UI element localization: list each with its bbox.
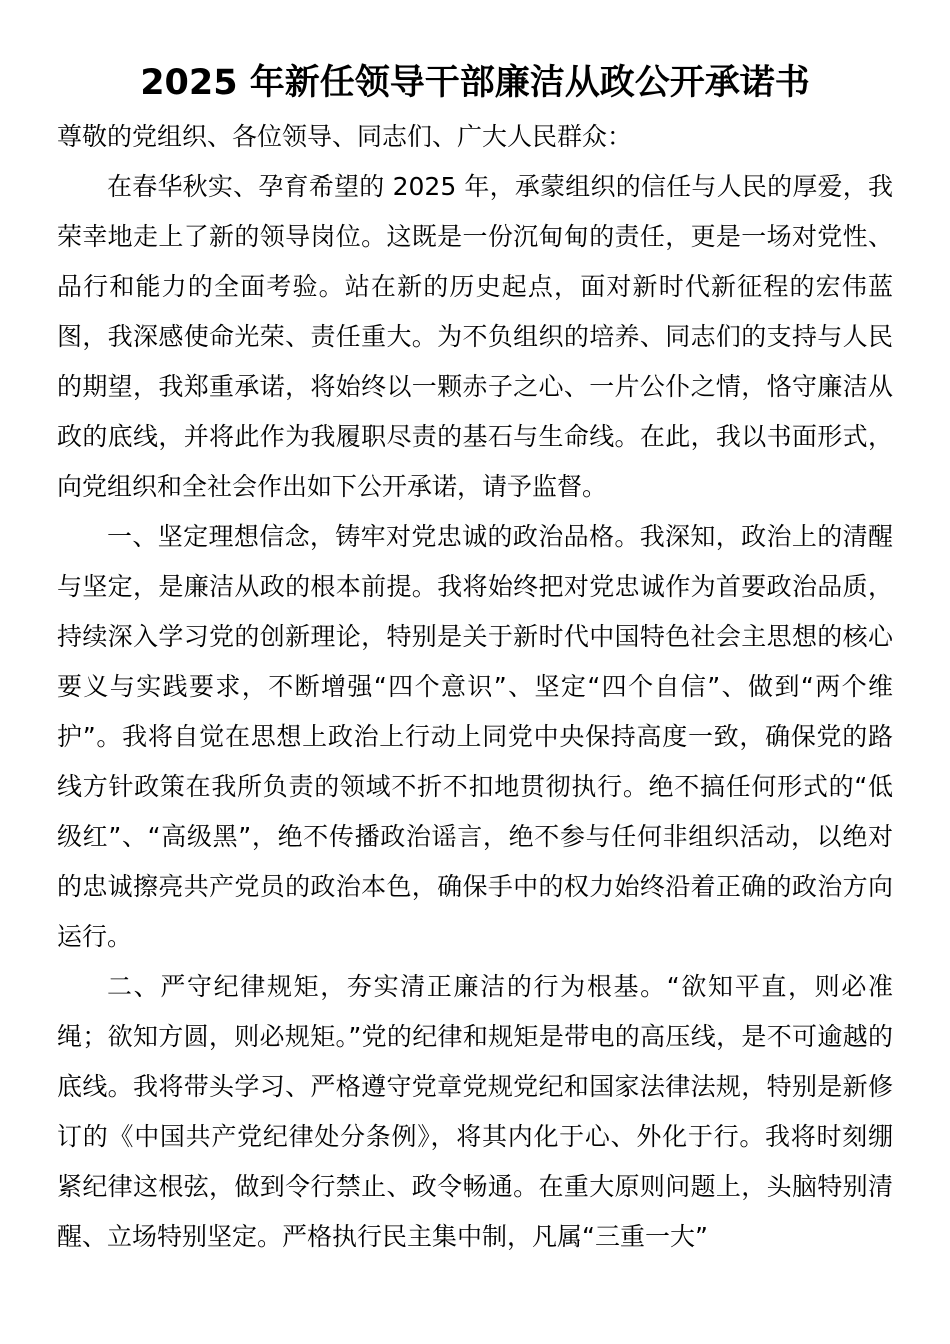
greeting-line: 尊敬的党组织、各位领导、同志们、广大人民群众： xyxy=(57,122,633,151)
paragraph-section-2: 二、严守纪律规矩，夯实清正廉洁的行为根基。“欲知平直，则必准绳；欲知方圆，则必规矩。”党的纪律和规矩是带电的高压线，是不可逾越的底线。我将带头学习、严格遵守党章党规党纪和国家法律法规，特别是新修订的《中国共产党纪律处分条例》，将其内化于心、外化于行。我将时刻绷紧纪律这根弦，做到令行禁止、政令畅通。在重大原则问题上，头脑特别清醒、立场特别坚定。严格执行民主集中制，凡属“三重一大” xyxy=(57,972,893,1251)
document-title: 2025 年新任领导干部廉洁从政公开承诺书 xyxy=(140,63,810,103)
document-body xyxy=(57,112,893,1262)
paragraph-intro: 在春华秋实、孕育希望的 2025 年，承蒙组织的信任与人民的厚爱，我荣幸地走上了新的领导岗位。这既是一份沉甸甸的责任，更是一场对党性、品行和能力的全面考验。站在新的历史起点，面对新时代新征程的宏伟蓝图，我深感使命光荣、责任重大。为不负组织的培养、同志们的支持与人民的期望，我郑重承诺，将始终以一颗赤子之心、一片公仆之情，恪守廉洁从政的底线，并将此作为我履职尽责的基石与生命线。在此，我以书面形式，向党组织和全社会作出如下公开承诺，请予监督。 xyxy=(57,172,893,501)
paragraph-section-1: 一、坚定理想信念，铸牢对党忠诚的政治品格。我深知，政治上的清醒与坚定，是廉洁从政的根本前提。我将始终把对党忠诚作为首要政治品质，持续深入学习党的创新理论，特别是关于新时代中国特色社会主思想的核心要义与实践要求，不断增强“四个意识”、坚定“四个自信”、做到“两个维护”。我将自觉在思想上政治上行动上同党中央保持高度一致，确保党的路线方针政策在我所负责的领域不折不扣地贯彻执行。绝不搞任何形式的“低级红”、“高级黑”，绝不传播政治谣言，绝不参与任何非组织活动，以绝对的忠诚擦亮共产党员的政治本色，确保手中的权力始终沿着正确的政治方向运行。 xyxy=(57,522,893,951)
